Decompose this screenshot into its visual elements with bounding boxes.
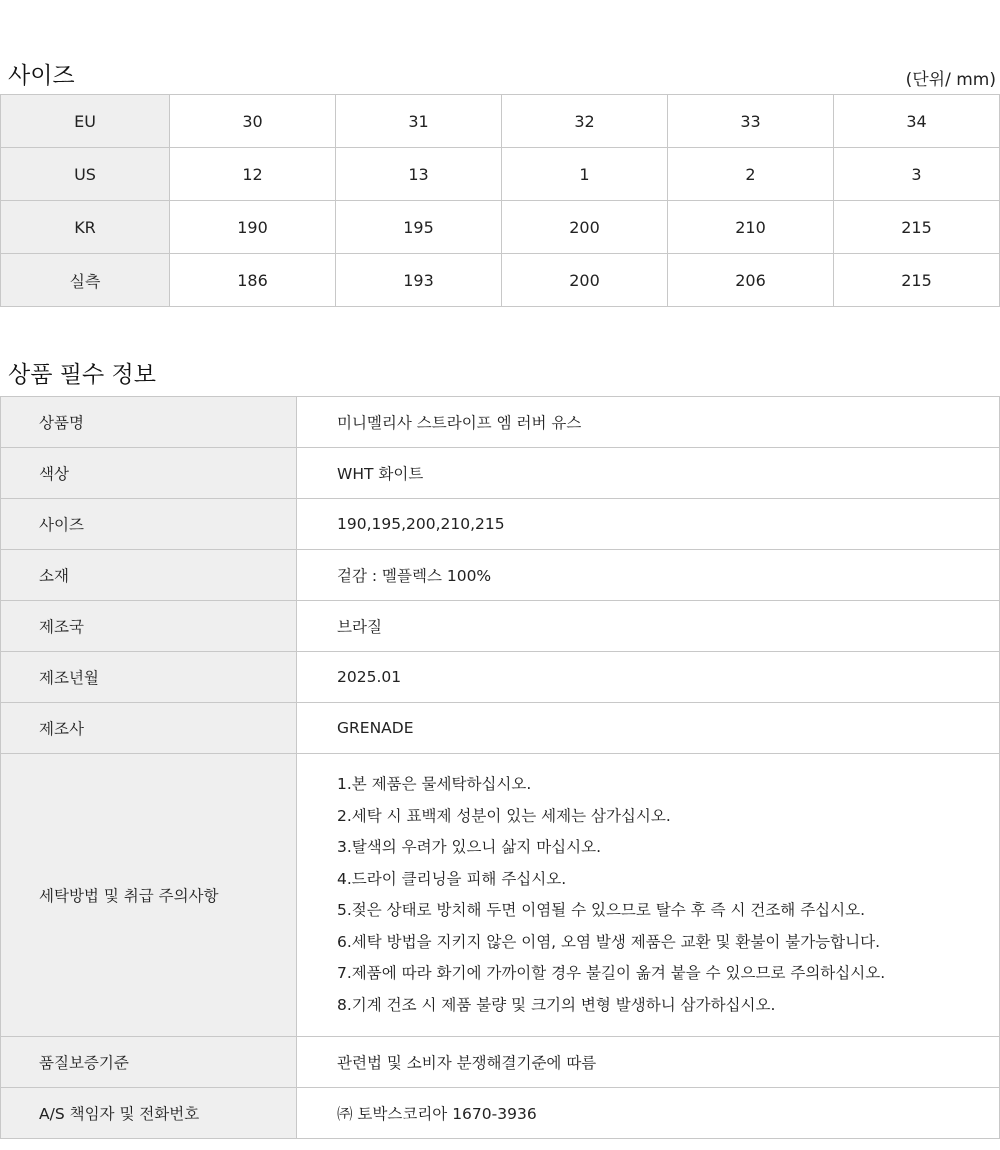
- info-label: 상품명: [1, 397, 297, 448]
- size-row-label: US: [1, 148, 170, 201]
- washing-item: 4.드라이 클리닝을 피해 주십시오.: [337, 869, 567, 888]
- info-row-quality-standard: [1, 1037, 1000, 1088]
- size-cell: 2: [668, 148, 834, 201]
- size-cell: 13: [336, 148, 502, 201]
- info-value: 관련법 및 소비자 분쟁해결기준에 따름: [297, 1037, 1000, 1088]
- size-cell: 190: [170, 201, 336, 254]
- washing-item: 2.세탁 시 표백제 성분이 있는 세제는 삼가십시오.: [337, 806, 671, 825]
- info-value: 미니멜리사 스트라이프 엠 러버 유스: [297, 397, 1000, 448]
- washing-instructions: [297, 754, 1000, 1037]
- info-value: 2025.01: [297, 652, 1000, 703]
- info-row-manufacturer: [1, 703, 1000, 754]
- size-cell: 215: [834, 201, 1000, 254]
- size-row-measured: [1, 254, 1000, 307]
- product-info-table: [0, 396, 1000, 1139]
- info-label: 색상: [1, 448, 297, 499]
- info-section-title: 상품 필수 정보: [8, 362, 156, 388]
- size-cell: 195: [336, 201, 502, 254]
- size-table: [0, 94, 1000, 307]
- size-cell: 3: [834, 148, 1000, 201]
- size-cell: 30: [170, 95, 336, 148]
- info-value: GRENADE: [297, 703, 1000, 754]
- info-label: A/S 책임자 및 전화번호: [1, 1088, 297, 1139]
- info-row-color: [1, 448, 1000, 499]
- size-row-us: [1, 148, 1000, 201]
- washing-item: 1.본 제품은 물세탁하십시오.: [337, 775, 532, 793]
- washing-item: 7.제품에 따라 화기에 가까이할 경우 불길이 옮겨 붙을 수 있으므로 주의하십시오.: [337, 964, 886, 982]
- size-cell: 193: [336, 254, 502, 307]
- info-label: 품질보증기준: [1, 1037, 297, 1088]
- size-cell: 31: [336, 95, 502, 148]
- info-row-size: [1, 499, 1000, 550]
- washing-item: 8.기계 건조 시 제품 불량 및 크기의 변형 발생하니 삼가하십시오.: [337, 995, 776, 1014]
- info-row-as-contact: [1, 1088, 1000, 1139]
- info-value: 190,195,200,210,215: [297, 499, 1000, 550]
- info-label: 세탁방법 및 취급 주의사항: [1, 754, 297, 1037]
- info-label: 소재: [1, 550, 297, 601]
- info-label: 제조사: [1, 703, 297, 754]
- info-label: 사이즈: [1, 499, 297, 550]
- info-row-material: [1, 550, 1000, 601]
- washing-item: 3.탈색의 우려가 있으니 삶지 마십시오.: [337, 838, 602, 856]
- size-cell: 12: [170, 148, 336, 201]
- info-value: 브라질: [297, 601, 1000, 652]
- info-row-washing: [1, 754, 1000, 1037]
- size-cell: 1: [502, 148, 668, 201]
- size-row-label: KR: [1, 201, 170, 254]
- washing-item: 6.세탁 방법을 지키지 않은 이염, 오염 발생 제품은 교환 및 환불이 불가능합니다.: [337, 932, 881, 951]
- size-cell: 215: [834, 254, 1000, 307]
- size-row-label: 실측: [1, 254, 170, 307]
- size-section-header: [0, 57, 1000, 90]
- info-section-header: [0, 356, 1000, 389]
- size-cell: 210: [668, 201, 834, 254]
- size-cell: 32: [502, 95, 668, 148]
- info-value: ㈜ 토박스코리아 1670-3936: [297, 1088, 1000, 1139]
- size-row-label: EU: [1, 95, 170, 148]
- info-label: 제조년월: [1, 652, 297, 703]
- info-row-product-name: [1, 397, 1000, 448]
- info-value: 겉감 : 멜플렉스 100%: [297, 550, 1000, 601]
- info-row-manufacture-date: [1, 652, 1000, 703]
- size-cell: 33: [668, 95, 834, 148]
- info-label: 제조국: [1, 601, 297, 652]
- size-cell: 200: [502, 201, 668, 254]
- info-row-origin: [1, 601, 1000, 652]
- size-cell: 200: [502, 254, 668, 307]
- size-cell: 34: [834, 95, 1000, 148]
- size-row-kr: [1, 201, 1000, 254]
- washing-item: 5.젖은 상태로 방치해 두면 이염될 수 있으므로 탈수 후 즉 시 건조해 주십시오.: [337, 901, 866, 919]
- washing-list: [337, 769, 998, 1021]
- size-unit-label: (단위/ mm): [905, 70, 996, 90]
- size-cell: 186: [170, 254, 336, 307]
- size-section-title: 사이즈: [8, 63, 75, 89]
- size-cell: 206: [668, 254, 834, 307]
- size-row-eu: [1, 95, 1000, 148]
- info-value: WHT 화이트: [297, 448, 1000, 499]
